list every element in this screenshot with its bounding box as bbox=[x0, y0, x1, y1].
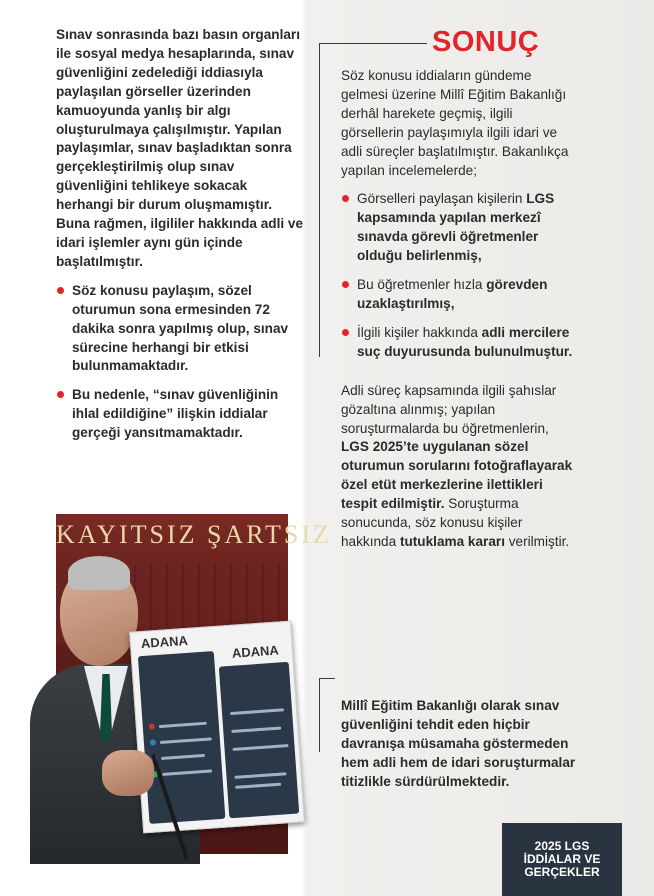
left-intro-part-3: Buna rağmen, ilgililer hakkında adli ve idari işlemler aynı gün içinde başlatılmıştır. bbox=[56, 216, 304, 269]
footer-tag bbox=[502, 823, 622, 896]
right-process-part-4: tutuklama kararı bbox=[399, 533, 505, 549]
right-process-part-3: Soruşturma sonucunda, söz konusu kişiler hakkında bbox=[341, 496, 523, 549]
right-process-paragraph bbox=[341, 382, 576, 552]
left-bullet-2 bbox=[56, 386, 306, 443]
right-process-part-5: verilmiştir. bbox=[504, 533, 570, 549]
left-intro-part-2: sınav güvenliğini tehlikeye sokacak herhangi bir durum oluşmamıştır. bbox=[56, 159, 273, 213]
left-column bbox=[56, 26, 306, 443]
left-bullet-2-part-1: Bu nedenle, bbox=[72, 387, 153, 403]
right-bullet-3-part-2: adli mercilere suç duyurusunda bulunulmuştur. bbox=[357, 324, 573, 359]
right-bullet-2-part-2: görevden uzaklaştırılmış, bbox=[357, 277, 548, 311]
left-bullet-2-part-3: ilişkin iddialar gerçeği yansıtmamaktadır. bbox=[72, 406, 268, 441]
left-intro-paragraph bbox=[56, 26, 306, 272]
speaker-hair bbox=[68, 556, 130, 590]
right-bullet-2-part-1: Bu öğretmenler hızla bbox=[357, 277, 487, 293]
press-conference-photo bbox=[56, 514, 332, 854]
right-bullet-3 bbox=[341, 324, 576, 362]
left-bullet-1 bbox=[56, 282, 306, 377]
right-bullet-1-part-1: Görselleri paylaşan kişilerin bbox=[357, 191, 527, 207]
left-intro-part-1: Sınav sonrasında bazı basın organları ile sosyal medya hesaplarında, sınav güvenliğini zedelediği iddiasıyla paylaşılan görseller üzerinden kamuoyunda yanlış bir algı oluşturulmaya çalışılmıştır. Yapılan paylaşımlar, sınav başladıktan sonra gerçekleştirilmiş olup bbox=[56, 27, 301, 175]
right-process-part-1: Adli süreç kapsamında ilgili şahıslar gözaltına alınmış; yapılan soruşturmalarda bu öğretmenlerin, bbox=[341, 382, 557, 436]
left-bullet-2-part-2: “sınav güvenliğinin ihlal edildiğine” bbox=[72, 387, 279, 422]
document-screenshot-2 bbox=[219, 662, 299, 819]
footer-tag-line-3: GERÇEKLER bbox=[524, 865, 600, 879]
right-bullet-3-part-1: İlgili kişiler hakkında bbox=[357, 324, 482, 340]
right-column bbox=[341, 67, 576, 552]
right-bullet-1 bbox=[341, 190, 576, 266]
heading-rule bbox=[319, 43, 427, 44]
left-bullet-1-part-3: sınav sürecine herhangi bir etkisi bulunmamaktadır. bbox=[72, 320, 289, 374]
left-bullet-1-part-1: Söz konusu paylaşım, sözel oturumun sona ermesinden bbox=[72, 282, 255, 317]
right-bullet-2 bbox=[341, 276, 576, 314]
left-bullet-1-part-2: 72 dakika sonra yapılmış olup, bbox=[72, 301, 270, 336]
closing-rule bbox=[319, 678, 335, 679]
right-column-rule-top bbox=[319, 43, 320, 357]
closing-paragraph: Millî Eğitim Bakanlığı olarak sınav güvenliğini tehdit eden hiçbir davranışa müsamaha göstermeden hem adli hem de idari soruşturmalar titizlikle sürdürülmektedir. bbox=[341, 698, 576, 789]
photo-banner-text: KAYITSIZ ŞARTSIZ bbox=[56, 520, 332, 549]
right-intro-paragraph: Söz konusu iddiaların gündeme gelmesi üzerine Millî Eğitim Bakanlığı derhâl harekete geçmiş, ilgili görsellerin paylaşımıyla ilgili idari ve adli süreçler başlatılmıştır. Bakanlıkça yapılan incelemelerde; bbox=[341, 68, 569, 178]
right-column-rule-bottom bbox=[319, 678, 320, 752]
document-label-2: ADANA bbox=[231, 642, 280, 661]
footer-tag-line-1: 2025 LGS bbox=[534, 839, 590, 853]
footer-tag-line-2: İDDİALAR VE bbox=[523, 852, 601, 866]
document-screenshot-1 bbox=[138, 651, 226, 824]
speaker-hand bbox=[102, 750, 154, 796]
held-document bbox=[129, 621, 305, 834]
right-process-part-2: LGS 2025’te uygulanan sözel oturumun sorularını fotoğraflayarak özel etüt merkezlerine ilettikleri tespit edilmiştir. bbox=[341, 439, 573, 512]
right-bullet-1-part-2: LGS kapsamında yapılan merkezî sınavda görevli öğretmenler olduğu belirlenmiş, bbox=[357, 191, 555, 264]
document-label-1: ADANA bbox=[140, 632, 189, 652]
conclusion-heading: SONUÇ bbox=[432, 26, 540, 58]
